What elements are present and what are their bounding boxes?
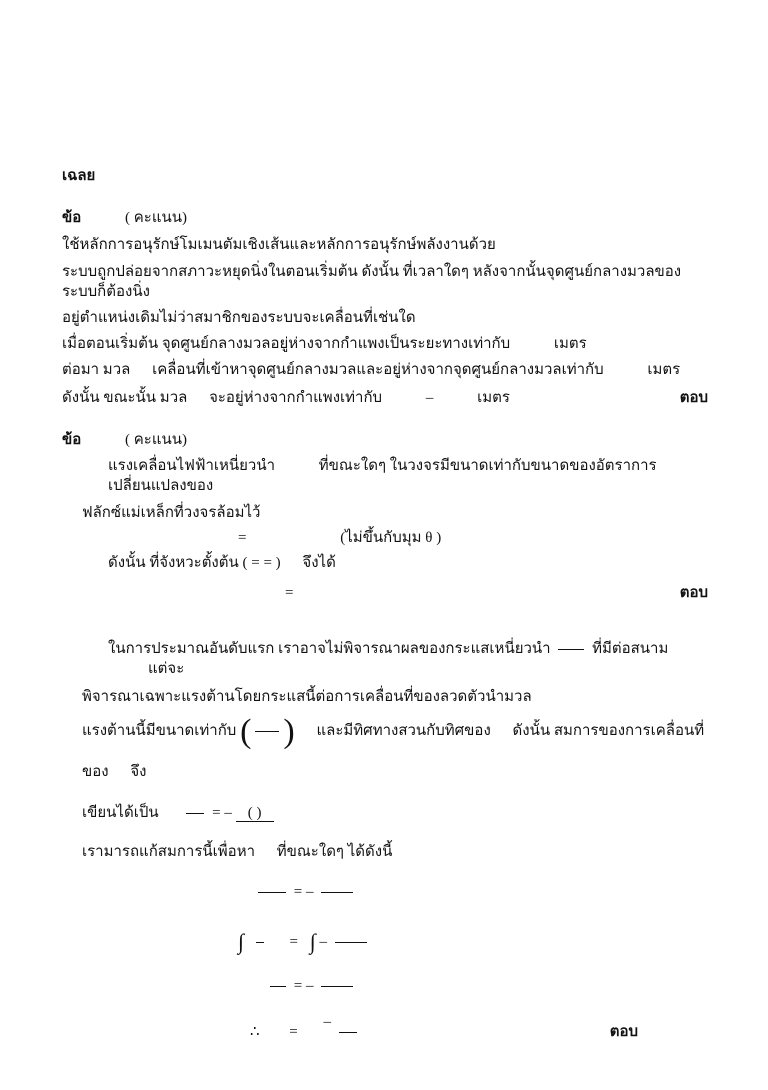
q3-text: ในการประมาณอันดับแรก เราอาจไม่พิจารณาผลของกระแสเหนี่ยวนำ [108,641,551,657]
fraction-bar [558,649,584,650]
equals-sign: = [238,530,247,546]
q1-score: ( คะแนน) [125,210,188,226]
equation-step-2 [62,928,708,956]
q3-row-5 [62,842,708,862]
fraction-bar [256,942,264,943]
q1-row-4 [62,334,708,354]
q3-text: แรงต้านนี้มีขนาดเท่ากับ [82,723,237,739]
q2-score: ( คะแนน) [125,432,188,448]
equals-sign: = [285,585,294,601]
minus-sign: – [305,977,314,994]
q3-text: พิจารณาเฉพาะแรงต้านโดยกระแสนี้ต่อการเคลื่อนที่ของลวดตัวนำมวล [82,689,532,705]
q3-text: ที่ขณะใดๆ ได้ดังนี้ [276,843,393,860]
fraction-bar [255,731,279,732]
unit: เมตร [553,336,587,352]
q1-row-6 [62,388,708,408]
q3-text: และมีทิศทางสวนกับทิศของ [316,723,491,739]
fraction-bar [321,986,353,987]
equals-sign: = [212,804,221,821]
equals-sign: = [289,1023,298,1040]
fraction-bar [258,892,286,893]
q2-note: (ไม่ขึ้นกับมุม θ ) [340,530,442,546]
unit: เมตร [477,390,510,406]
answer-label: ตอบ [679,585,708,601]
q1-line: ใช้หลักการอนุรักษ์โมเมนตัมเชิงเส้นและหลักการอนุรักษ์พลังงานด้วย [62,237,496,253]
q1-line: ดังนั้น ขณะนั้น มวล [62,390,188,406]
answer-label: ตอบ [609,1023,638,1040]
right-paren: ) [283,712,295,750]
equation-step-4 [62,1014,708,1050]
minus-sign: – [319,933,328,950]
therefore-sign: ∴ [250,1023,260,1040]
q1-label: ข้อ [62,210,82,226]
q2-text: ฟลักซ์แม่เหล็กที่วงจรล้อมไว้ [82,505,261,521]
q2-text: แรงเคลื่อนไฟฟ้าเหนี่ยวนำ [108,458,276,474]
integral-sign: ∫ [238,928,245,954]
minus-sign: – [323,1013,332,1030]
q2-row-4 [62,553,708,573]
q2-row-5 [62,583,708,603]
q3-text: ที่มีต่อสนาม [592,641,669,657]
unit: เมตร [647,362,681,378]
q3-row-4 [62,796,708,830]
fraction-bar [321,892,353,893]
left-paren: ( [240,712,252,750]
q1-line: เคลื่อนที่เข้าหาจุดศูนย์กลางมวลและอยู่ห่างจากจุดศูนย์กลางมวลเท่ากับ [152,362,604,378]
q3-row-1 [62,639,708,679]
answer-label: ตอบ [679,390,708,406]
q1-header [62,208,708,228]
equals-sign: = [293,977,303,994]
q1-line: ต่อมา มวล [62,362,131,378]
q3-text: ดังนั้น สมการของการเคลื่อนที่ของ [82,723,705,780]
minus-sign: – [305,883,314,900]
integral-sign: ∫ [309,928,316,954]
q2-row-1 [62,456,708,496]
minus-sign: – [224,804,232,821]
paren-group: ( ) [236,805,274,822]
q2-text: ดังนั้น ที่จังหวะตั้งต้น ( = = ) [108,555,281,571]
equals-sign: = [293,883,303,900]
fraction-bar [335,942,367,943]
equation-step-1 [62,878,708,906]
fraction-bar [339,1032,357,1033]
q1-line: อยู่ตำแหน่งเดิมไม่ว่าสมาชิกของระบบจะเคลื่อนที่เช่นใด [62,310,416,326]
fraction-bar [186,813,204,814]
q1-line: จะอยู่ห่างจากกำแพงเท่ากับ [209,390,383,406]
q3-text: จึง [130,763,147,780]
q3-text: แต่จะ [148,661,185,677]
q2-header [62,430,708,450]
q3-row-3 [62,711,708,792]
fraction-bar [270,986,286,987]
q1-row-5 [62,360,708,380]
q2-text: ที่ขณะใดๆ ในวงจรมีขนาดเท่ากับขนาดของอัตราการเปลี่ยนแปลงของ [108,458,657,494]
minus-sign: – [425,390,434,406]
q1-line: เมื่อตอนเริ่มต้น จุดศูนย์กลางมวลอยู่ห่างจากกำแพงเป็นระยะทางเท่ากับ [62,336,511,352]
equation-step-3 [62,972,708,1000]
q1-line: ระบบถูกปล่อยจากสภาวะหยุดนิ่งในตอนเริ่มต้น ดังนั้น ที่เวลาใดๆ หลังจากนั้นจุดศูนย์กลางมวลของระบบก็ต้องนิ่ง [62,264,682,300]
q2-row-3 [62,528,708,548]
q2-text: จึงได้ [302,555,336,571]
q2-label: ข้อ [62,432,82,448]
q3-text: เรามารถแก้สมการนี้เพื่อหา [82,843,255,860]
q3-text: เขียนได้เป็น [82,804,159,821]
heading: เฉลย [62,168,96,184]
equals-sign: = [289,933,298,950]
